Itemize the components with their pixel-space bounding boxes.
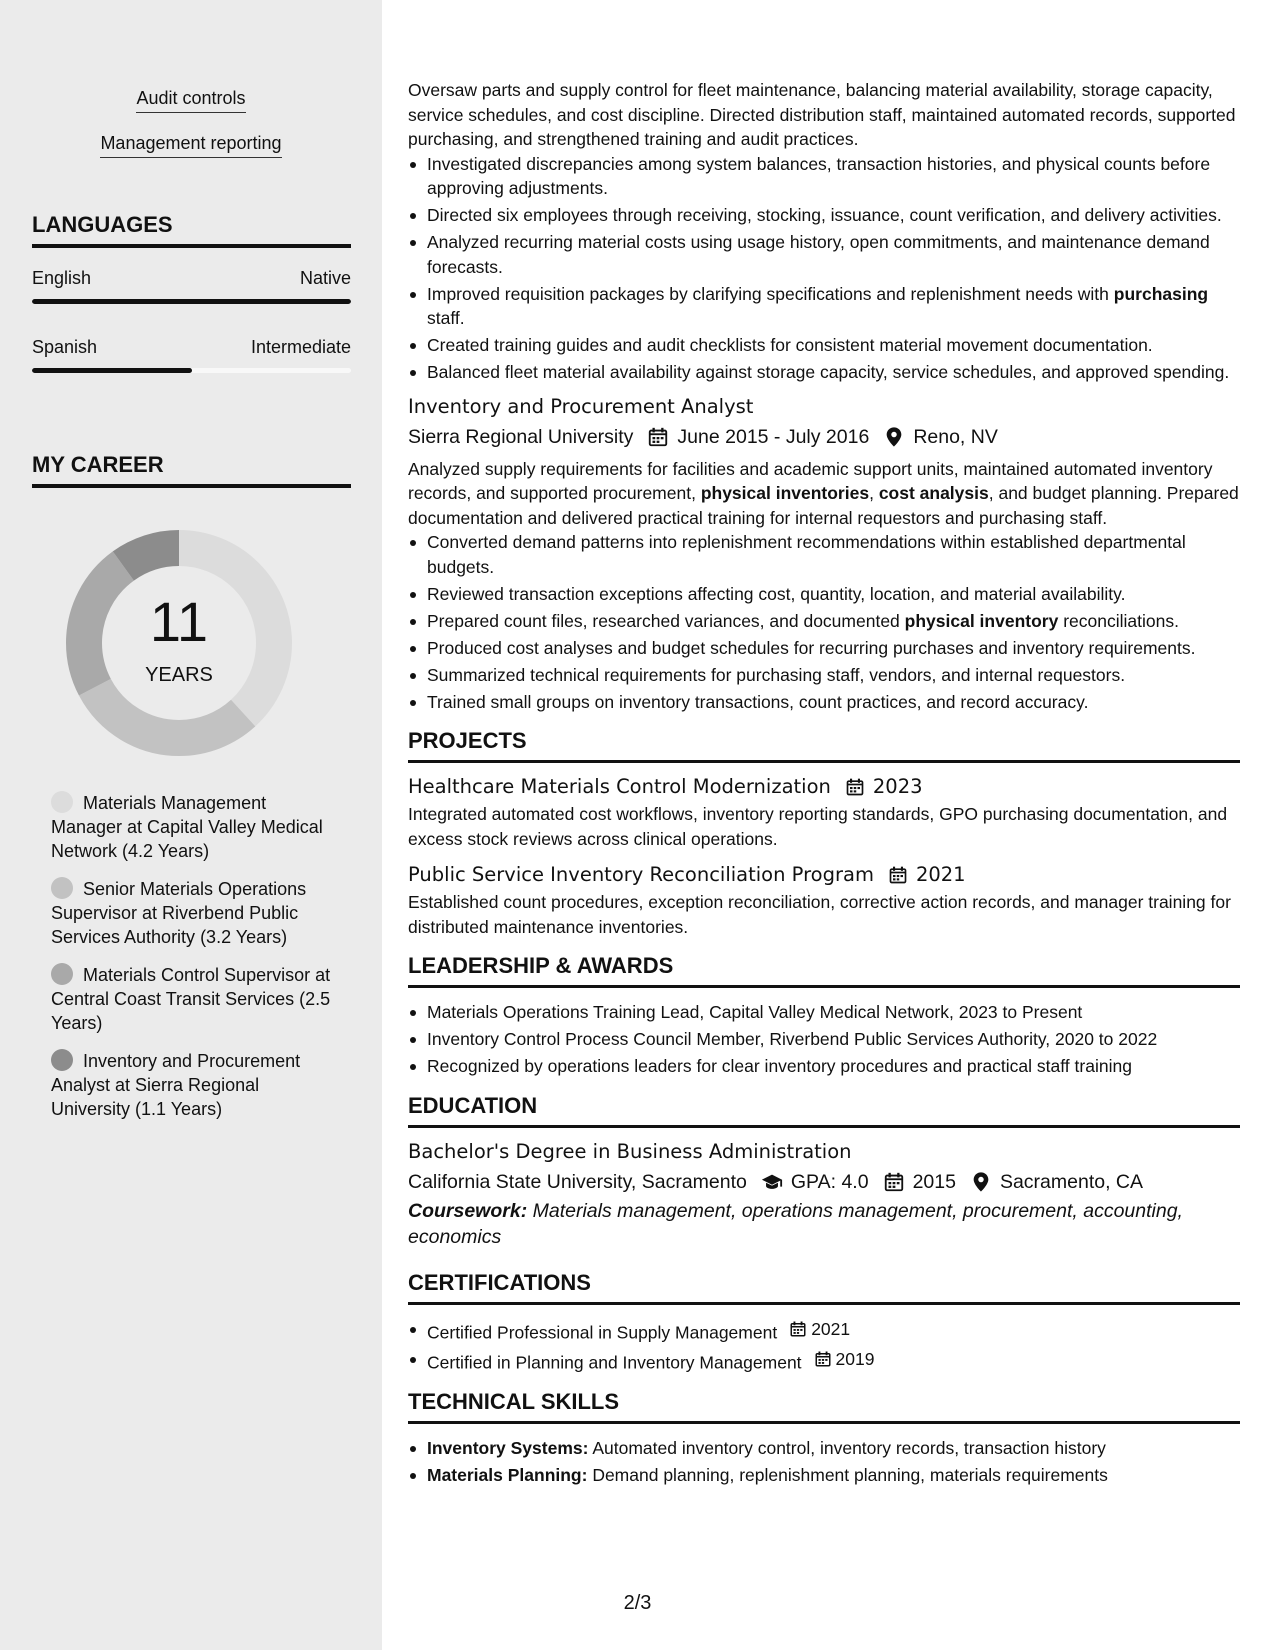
career-total-unit: YEARS [145, 664, 213, 686]
list-item: Certified Professional in Supply Management 2021 [408, 1317, 1240, 1345]
skill-item: Audit controls [0, 88, 382, 113]
job-bullets [408, 530, 1240, 714]
main-content [408, 0, 1240, 1650]
certifications-heading: CERTIFICATIONS [408, 1270, 1240, 1305]
language-level: Intermediate [250, 337, 351, 357]
list-item: Created training guides and audit checklists for consistent material movement documentation. [408, 333, 1240, 358]
location-pin-icon [883, 426, 905, 448]
projects-heading: PROJECTS [408, 728, 1240, 763]
gpa: GPA: 4.0 [790, 1170, 869, 1193]
list-item: Materials Planning: Demand planning, replenishment planning, materials requirements [408, 1463, 1240, 1488]
job-title: Inventory and Procurement Analyst [408, 394, 754, 418]
list-item: Materials Operations Training Lead, Capital Valley Medical Network, 2023 to Present [408, 1000, 1240, 1025]
skill-item: Management reporting [0, 133, 382, 158]
list-item: Improved requisition packages by clarifying specifications and replenishment needs with purchasing staff. [408, 282, 1240, 331]
education-heading: EDUCATION [408, 1093, 1240, 1128]
list-item: Reviewed transaction exceptions affecting cost, quantity, location, and material availability. [408, 582, 1240, 607]
coursework: Coursework: Materials management, operations management, procurement, accounting, economics [408, 1199, 1183, 1248]
language-name: English [32, 268, 92, 288]
calendar-icon [845, 777, 865, 797]
languages-heading: LANGUAGES [32, 212, 351, 248]
project-description: Integrated automated cost workflows, inventory reporting standards, GPO purchasing documentation, and excess stock reviews across clinical operations. [408, 804, 1228, 849]
career-heading: MY CAREER [32, 452, 351, 488]
certification-year: 2019 [814, 1347, 875, 1372]
certifications-list [408, 1317, 1240, 1375]
certification-year: 2021 [789, 1317, 850, 1342]
calendar-icon [647, 426, 669, 448]
list-item: Trained small groups on inventory transactions, count practices, and record accuracy. [408, 690, 1240, 715]
list-item: Investigated discrepancies among system balances, transaction histories, and physical counts before approving adjustments. [408, 152, 1240, 201]
job-summary: Analyzed supply requirements for facilities and academic support units, maintained automated inventory records, and supported procurement, physical inventories, cost analysis, and budget planning. Prepared documentation and delivered practical training for internal requestors and purchasing staff. [408, 458, 1239, 528]
job-location: Reno, NV [913, 425, 998, 448]
language-name: Spanish [32, 337, 98, 357]
list-item: Balanced fleet material availability against storage capacity, service schedules, and approved spending. [408, 360, 1240, 385]
list-item: Certified in Planning and Inventory Management 2019 [408, 1347, 1240, 1375]
project-year: 2021 [915, 863, 966, 886]
job-meta [408, 426, 1240, 449]
job-summary: Oversaw parts and supply control for fleet maintenance, balancing material availability, storage capacity, service schedules, and cost discipline. Directed distribution staff, maintained automated records, supported purchasing, and strengthened training and audit practices. [408, 80, 1236, 149]
career-legend-item: Senior Materials Operations Supervisor at Riverbend Public Services Authority (3.2 Years) [51, 879, 307, 947]
calendar-icon [883, 1171, 905, 1193]
school-location: Sacramento, CA [999, 1170, 1144, 1193]
sidebar [0, 0, 382, 1650]
legend-dot [51, 877, 73, 899]
career-total-years: 11 [149, 590, 209, 653]
list-item: Analyzed recurring material costs using usage history, open commitments, and maintenance demand forecasts. [408, 230, 1240, 279]
legend-dot [51, 1049, 73, 1071]
school-name: California State University, Sacramento [408, 1170, 747, 1193]
language-proficiency-fill [32, 368, 192, 373]
list-item: Summarized technical requirements for purchasing staff, vendors, and internal requestors. [408, 663, 1240, 688]
legend-dot [51, 791, 73, 813]
job-bullets [408, 152, 1240, 385]
project-description: Established count procedures, exception reconciliation, corrective action records, and manager training for distributed maintenance inventories. [408, 892, 1231, 937]
calendar-icon [888, 865, 908, 885]
project-title: Healthcare Materials Control Modernization 2023 [408, 775, 923, 798]
employer: Sierra Regional University [408, 425, 634, 448]
calendar-icon [789, 1320, 807, 1338]
list-item: Inventory Systems: Automated inventory control, inventory records, transaction history [408, 1436, 1240, 1461]
language-row [32, 337, 351, 358]
location-pin-icon [970, 1171, 992, 1193]
career-legend-item: Materials Control Supervisor at Central Coast Transit Services (2.5 Years) [51, 965, 331, 1033]
project-year: 2023 [872, 775, 923, 798]
list-item: Recognized by operations leaders for clear inventory procedures and practical staff training [408, 1054, 1240, 1079]
graduation-year: 2015 [912, 1170, 956, 1193]
graduation-cap-icon [761, 1171, 783, 1193]
list-item: Converted demand patterns into replenishment recommendations within established departmental budgets. [408, 530, 1240, 579]
career-legend-item: Materials Management Manager at Capital Valley Medical Network (4.2 Years) [51, 793, 323, 861]
language-level: Native [299, 268, 351, 288]
list-item: Produced cost analyses and budget schedules for recurring purchases and inventory requirements. [408, 636, 1240, 661]
technical-skills-list [408, 1436, 1240, 1488]
calendar-icon [814, 1350, 832, 1368]
language-proficiency-fill [32, 299, 351, 304]
education-meta [408, 1171, 1240, 1194]
technical-skills-heading: TECHNICAL SKILLS [408, 1389, 1240, 1424]
career-legend-item: Inventory and Procurement Analyst at Sierra Regional University (1.1 Years) [51, 1051, 301, 1119]
language-proficiency-bar [32, 299, 351, 304]
list-item: Inventory Control Process Council Member, Riverbend Public Services Authority, 2020 to 2022 [408, 1027, 1240, 1052]
project-title: Public Service Inventory Reconciliation Program 2021 [408, 863, 966, 886]
page-number: 2/3 [623, 1592, 652, 1614]
career-donut-chart [66, 530, 292, 756]
leadership-list [408, 1000, 1240, 1079]
language-proficiency-bar [32, 368, 351, 373]
job-dates: June 2015 - July 2016 [677, 425, 870, 448]
list-item: Directed six employees through receiving, stocking, issuance, count verification, and delivery activities. [408, 203, 1240, 228]
degree-title: Bachelor's Degree in Business Administration [408, 1139, 852, 1163]
language-row [32, 268, 351, 289]
legend-dot [51, 963, 73, 985]
list-item: Prepared count files, researched variances, and documented physical inventory reconciliations. [408, 609, 1240, 634]
leadership-heading: LEADERSHIP & AWARDS [408, 953, 1240, 988]
